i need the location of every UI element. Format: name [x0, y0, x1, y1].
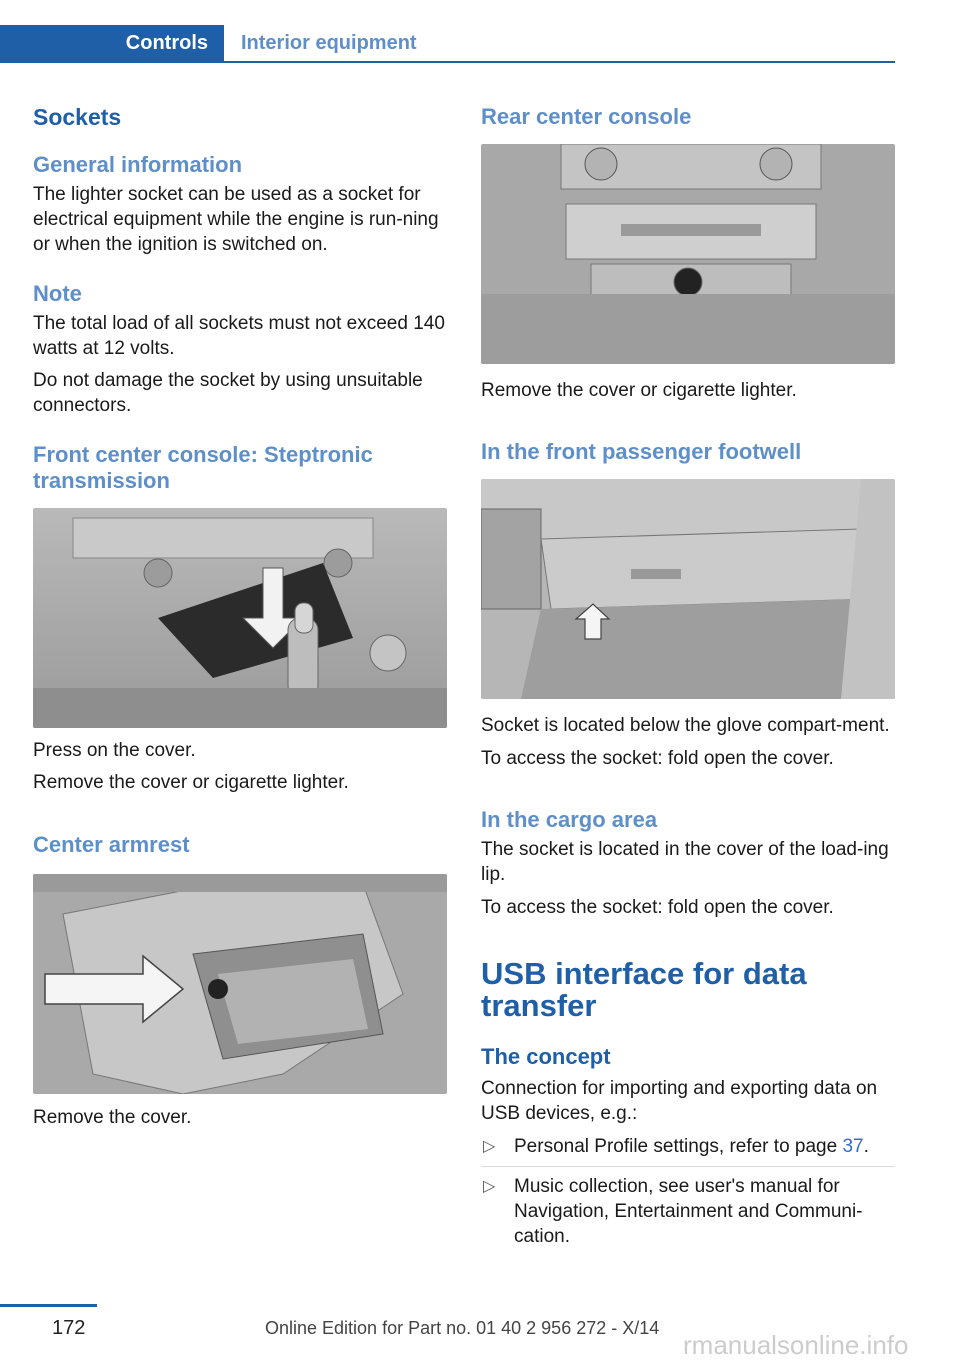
- watermark-logo: rmanualsonline.info: [683, 1330, 909, 1360]
- general-information-text: The lighter socket can be used as a socket for electrical equipment while the engine is run-ning or when the ignition is switched on.: [33, 184, 439, 255]
- bullet-text-period: .: [863, 1136, 869, 1157]
- page-37-link[interactable]: 37: [842, 1136, 864, 1157]
- front-console-heading: Front center console: Steptronic transmission: [33, 442, 373, 493]
- cargo-area-text-location: The socket is located in the cover of the load-ing lip.: [481, 839, 889, 885]
- footwell-text-access: To access the socket: fold open the cover.: [481, 748, 834, 769]
- bullet-text-profile: Personal Profile settings, refer to page: [514, 1136, 843, 1157]
- cargo-area-heading: In the cargo area: [481, 807, 658, 832]
- concept-heading: The concept: [481, 1044, 611, 1069]
- note-text-load: The total load of all sockets must not exceed 140 watts at 12 volts.: [33, 313, 445, 359]
- page-header: [0, 25, 895, 63]
- concept-text: Connection for importing and exporting data on USB devices, e.g.:: [481, 1078, 878, 1124]
- rear-console-text: Remove the cover or cigarette lighter.: [481, 380, 797, 401]
- usb-examples-list: [481, 1134, 895, 1249]
- front-console-text-press: Press on the cover.: [33, 740, 196, 761]
- front-console-text-remove: Remove the cover or cigarette lighter.: [33, 772, 349, 793]
- right-column: [481, 100, 895, 1249]
- front-console-image: [33, 508, 447, 728]
- footer-divider: [0, 1304, 97, 1307]
- usb-interface-heading: USB interface for data transfer: [481, 956, 807, 1023]
- bullet-text-music: Music collection, see user's manual for Navigation, Entertainment and Communi-cation.: [514, 1176, 863, 1247]
- section-tab-interior-equipment[interactable]: Interior equipment: [241, 31, 417, 54]
- center-armrest-heading: Center armrest: [33, 832, 190, 857]
- cargo-area-text-access: To access the socket: fold open the cover.: [481, 897, 834, 918]
- center-armrest-image: [33, 874, 447, 1094]
- center-armrest-text: Remove the cover.: [33, 1107, 192, 1128]
- edition-text: Online Edition for Part no. 01 40 2 956 272 - X/14: [265, 1318, 660, 1338]
- note-heading: Note: [33, 281, 82, 306]
- bullet-triangle-icon: ▷: [483, 1138, 496, 1155]
- section-tab-controls[interactable]: Controls: [0, 25, 224, 61]
- list-item: [481, 1166, 895, 1249]
- rear-console-image: [481, 144, 895, 364]
- page-number: 172: [52, 1317, 86, 1339]
- general-information-heading: General information: [33, 152, 243, 177]
- sockets-heading: Sockets: [33, 104, 122, 130]
- footwell-text-location: Socket is located below the glove compart-ment.: [481, 715, 890, 736]
- note-text-connectors: Do not damage the socket by using unsuitable connectors.: [33, 370, 423, 416]
- footwell-heading: In the front passenger footwell: [481, 439, 802, 464]
- left-column: [33, 100, 447, 1130]
- rear-console-heading: Rear center console: [481, 104, 692, 129]
- list-item: [481, 1134, 895, 1159]
- footwell-image: [481, 479, 895, 699]
- bullet-triangle-icon: ▷: [483, 1178, 496, 1195]
